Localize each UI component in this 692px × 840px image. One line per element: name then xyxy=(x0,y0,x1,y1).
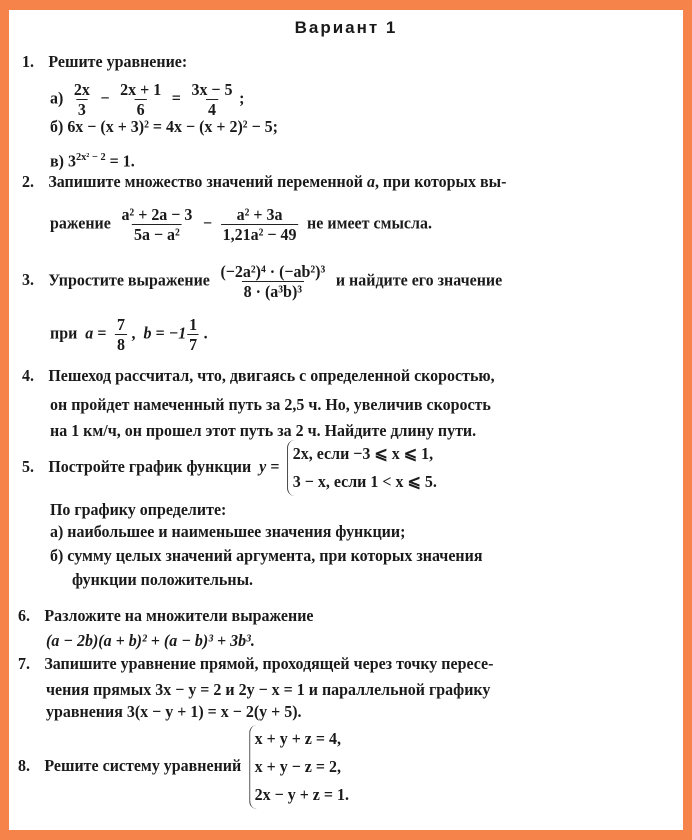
fraction xyxy=(221,205,299,244)
fraction xyxy=(72,80,92,119)
math-text: a² + 3a xyxy=(236,205,283,224)
problem-1b xyxy=(50,117,278,137)
problem-number: 8. xyxy=(18,755,30,775)
fraction xyxy=(115,315,127,354)
problem-7-line: уравнения 3(x − y + 1) = x − 2(y + 5). xyxy=(46,702,302,721)
math-text: a² + 2a − 3 xyxy=(121,205,193,224)
math-text: 2x + 1 xyxy=(120,80,162,99)
problem-5-subtitle: По графику определите: xyxy=(50,500,227,519)
equation: 6x − (x + 3)² = 4x − (x + 2)² − 5; xyxy=(67,117,278,136)
problem-number: 7. xyxy=(18,654,30,673)
math-text: 3 − x, если 1 < x ⩽ 5. xyxy=(292,472,437,491)
problem-text: Постройте график функции xyxy=(48,456,252,476)
item-label: в) xyxy=(50,151,64,171)
operator: − xyxy=(100,88,110,108)
math-text: 1 xyxy=(189,315,198,334)
problem-text: Решите уравнение: xyxy=(48,52,188,71)
fraction xyxy=(118,80,163,119)
worksheet xyxy=(9,10,683,830)
problem-text: Решите систему уравнений xyxy=(44,755,242,775)
problem-number: 6. xyxy=(18,606,30,625)
math-text: 8 · (a³b)³ xyxy=(243,282,303,301)
punct: , xyxy=(131,323,136,343)
fraction xyxy=(219,262,328,301)
problem-text: , при которых вы- xyxy=(374,172,507,191)
problem-4-line: на 1 км/ч, он прошел этот путь за 2 ч. Найдите длину пути. xyxy=(50,421,477,440)
problem-5b: б) сумму целых значений аргумента, при которых значения xyxy=(50,546,483,565)
problem-5 xyxy=(22,440,437,496)
equation-rest: = 1. xyxy=(109,151,135,171)
math-text: 8 xyxy=(116,335,125,354)
problem-number: 4. xyxy=(22,366,34,385)
problem-5a: а) наибольшее и наименьшее значения функции; xyxy=(50,522,406,541)
problem-4-line: он пройдет намеченный путь за 2,5 ч. Но, увеличив скорость xyxy=(50,395,491,414)
math-text: 6 xyxy=(136,100,145,119)
punct: . xyxy=(203,323,208,343)
problem-6-expression: (a − 2b)(a + b)² + (a − b)³ + 3b³. xyxy=(46,631,255,650)
variable: y = xyxy=(259,456,280,476)
problem-number: 3. xyxy=(22,270,34,290)
problem-6 xyxy=(18,606,314,626)
math-text: 3 xyxy=(77,100,86,119)
fraction xyxy=(190,80,235,119)
operator: = xyxy=(171,88,181,108)
math-text: 3x − 5 xyxy=(191,80,233,99)
variable: a = xyxy=(85,323,107,343)
problem-text: Разложите на множители выражение xyxy=(44,606,314,625)
problem-text: Запишите уравнение прямой, проходящей через точку пересе- xyxy=(44,654,494,673)
math-text: 1,21a² − 49 xyxy=(222,225,297,244)
problem-5b-cont: функции положительны. xyxy=(72,570,254,589)
equation-system xyxy=(249,725,349,809)
math-text: 4 xyxy=(207,100,216,119)
problem-text: ражение xyxy=(50,213,111,233)
problem-1a xyxy=(50,80,244,119)
problem-text: Упростите выражение xyxy=(48,270,210,290)
item-label: а) xyxy=(50,88,64,108)
problem-8 xyxy=(18,725,349,809)
problem-text: при xyxy=(50,323,78,343)
math-text: 7 xyxy=(189,335,198,354)
problem-text: и найдите его значение xyxy=(335,270,503,290)
math-text: 2x, если −3 ⩽ x ⩽ 1, xyxy=(292,444,434,463)
math-text: x + y + z = 4, xyxy=(254,729,341,748)
problem-3-values xyxy=(50,315,208,354)
math-text: 7 xyxy=(116,315,125,334)
problem-text: Запишите множество значений переменной xyxy=(48,172,367,191)
fraction xyxy=(120,205,195,244)
piecewise-function xyxy=(287,440,437,496)
problem-2 xyxy=(22,172,506,192)
math-text: 2x xyxy=(73,80,90,99)
math-text: x + y − z = 2, xyxy=(254,757,341,776)
exponent: 2x² − 2 xyxy=(75,151,106,163)
math-text: 5a − a² xyxy=(133,225,180,244)
math-text: (−2a²)⁴ · (−ab²)³ xyxy=(220,262,326,281)
problem-text: не имеет смысла. xyxy=(307,213,432,233)
problem-number: 2. xyxy=(22,172,34,191)
problem-number: 5. xyxy=(22,456,34,476)
fraction xyxy=(187,315,199,354)
problem-1 xyxy=(22,52,187,72)
page-title: Вариант 1 xyxy=(294,18,398,37)
item-label: б) xyxy=(50,117,64,136)
math-text: 2x − y + z = 1. xyxy=(254,785,349,804)
base: 3 xyxy=(67,151,76,171)
problem-4 xyxy=(22,366,495,386)
problem-2-expression xyxy=(50,205,432,244)
problem-3 xyxy=(22,262,502,301)
problem-text: Пешеход рассчитал, что, двигаясь с определенной скоростью, xyxy=(48,366,495,385)
problem-1c xyxy=(50,147,135,172)
variable: a xyxy=(366,172,375,191)
variable: b = −1 xyxy=(143,323,187,343)
problem-number: 1. xyxy=(22,52,34,71)
punct: ; xyxy=(239,88,245,108)
operator: − xyxy=(202,213,213,233)
problem-7-line: чения прямых 3x − y = 2 и 2y − x = 1 и параллельной графику xyxy=(46,680,491,699)
problem-7 xyxy=(18,654,493,674)
